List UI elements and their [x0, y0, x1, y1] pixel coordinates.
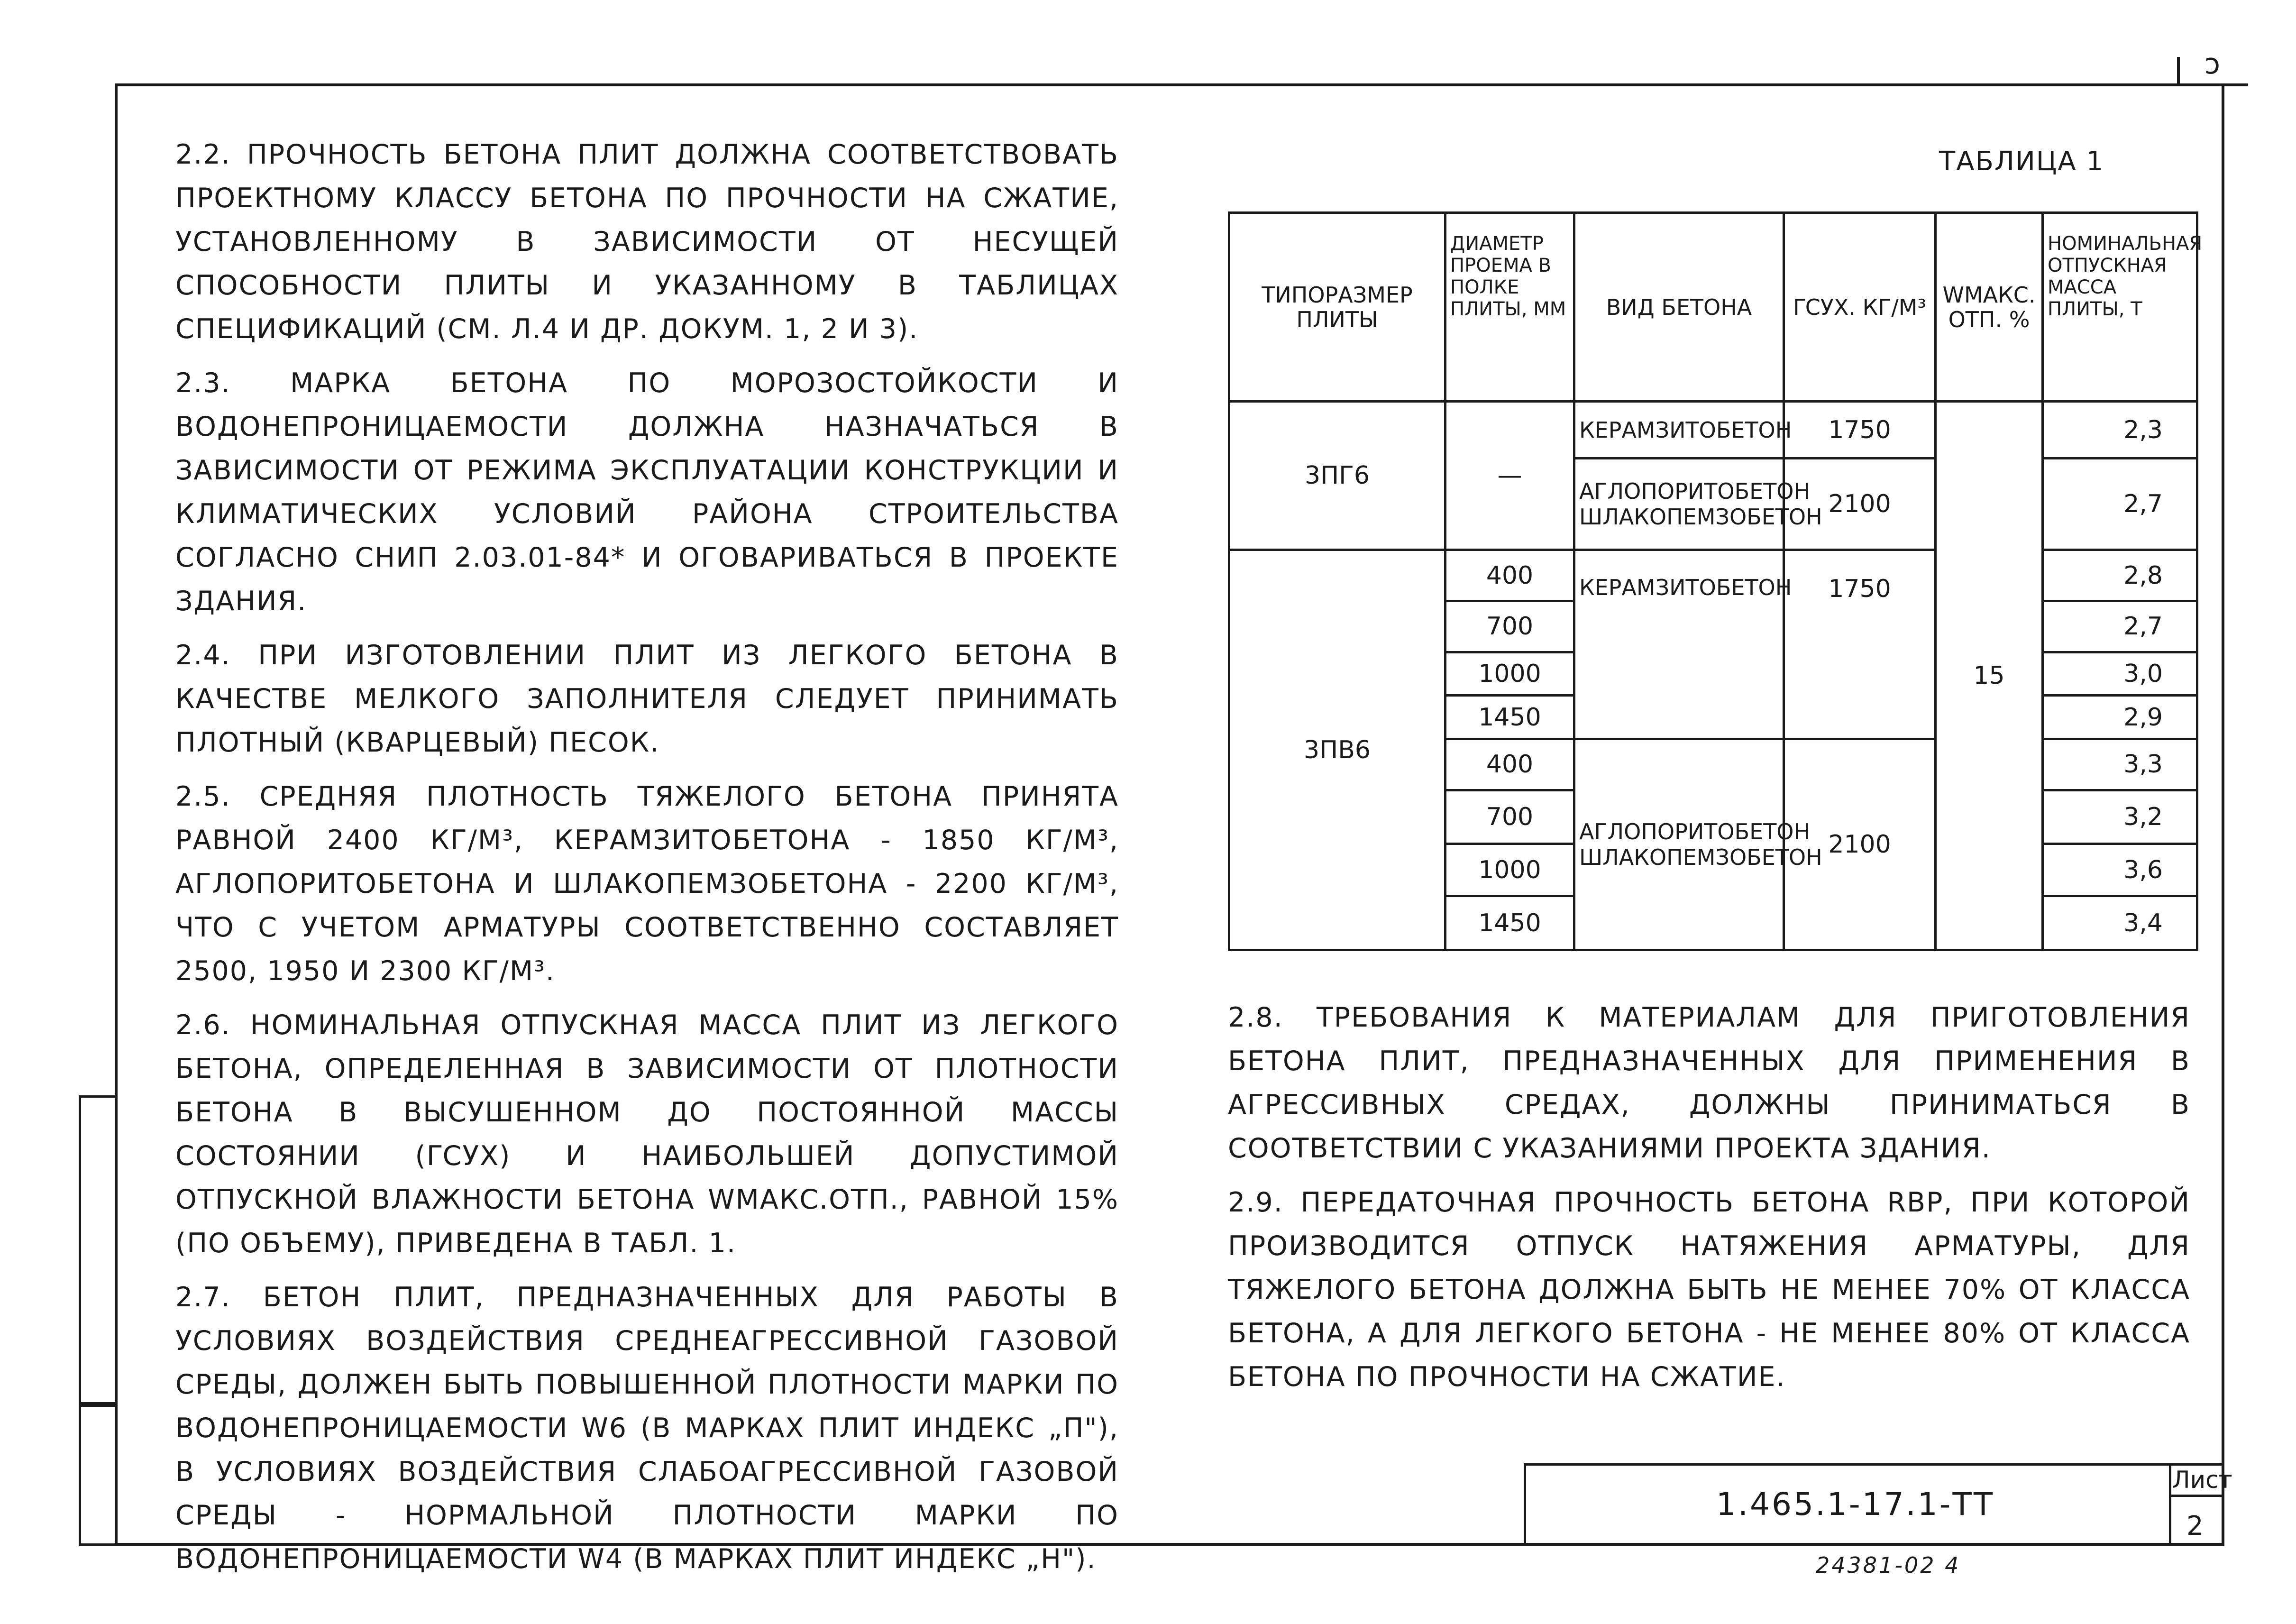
corner-tick	[2177, 57, 2180, 85]
paragraph-2-2: 2.2. ПРОЧНОСТЬ БЕТОНА ПЛИТ ДОЛЖНА СООТВЕТСТВОВАТЬ ПРОЕКТНОМУ КЛАССУ БЕТОНА ПО ПРОЧНОСТИ НА СЖАТИЕ, УСТАНОВЛЕННОМУ В ЗАВИСИМОСТИ ОТ НЕСУЩЕЙ СПОСОБНОСТИ ПЛИТЫ И УКАЗАННОМУ В ТАБЛИЦАХ СПЕЦИФИКАЦИЙ (СМ. Л.4 И ДР. ДОКУМ. 1, 2 И 3).	[175, 139, 1119, 345]
inventory-number: 24381-02 4	[1816, 1552, 1961, 1578]
cell-mass: 3,3	[2043, 739, 2197, 790]
cell-density: 2100	[1784, 459, 1936, 550]
cell-concrete: АГЛОПОРИТОБЕТОН ШЛАКОПЕМЗОБЕТОН	[1574, 459, 1784, 550]
cell-moisture: 15	[1936, 402, 2043, 950]
cell-mass: 3,0	[2043, 652, 2197, 695]
table-header-row	[1229, 213, 2197, 402]
cell-concrete: АГЛОПОРИТОБЕТОН ШЛАКОПЕМЗОБЕТОН	[1574, 739, 1784, 950]
paragraph-2-9: 2.9. ПЕРЕДАТОЧНАЯ ПРОЧНОСТЬ БЕТОНА RВР, ПРИ КОТОРОЙ ПРОИЗВОДИТСЯ ОТПУСК НАТЯЖЕНИЯ АРМАТУРЫ, ДЛЯ ТЯЖЕЛОГО БЕТОНА ДОЛЖНА БЫТЬ НЕ МЕНЕЕ 70% ОТ КЛАССА БЕТОНА, А ДЛЯ ЛЕГКОГО БЕТОНА - НЕ МЕНЕЕ 80% ОТ КЛАССА БЕТОНА ПО ПРОЧНОСТИ НА СЖАТИЕ.	[1228, 1187, 2190, 1393]
header-density: ΓСУХ. КГ/М³	[1784, 213, 1936, 402]
header-size: ТИПОРАЗМЕР ПЛИТЫ	[1229, 213, 1445, 402]
header-mass: НОМИНАЛЬНАЯ ОТПУСКНАЯ МАССА ПЛИТЫ, Т	[2043, 213, 2197, 402]
cell-diameter: 700	[1445, 601, 1574, 652]
paragraph-2-4: 2.4. ПРИ ИЗГОТОВЛЕНИИ ПЛИТ ИЗ ЛЕГКОГО БЕТОНА В КАЧЕСТВЕ МЕЛКОГО ЗАПОЛНИТЕЛЯ СЛЕДУЕТ ПРИНИМАТЬ ПЛОТНЫЙ (КВАРЦЕВЫЙ) ПЕСОК.	[175, 640, 1119, 758]
cell-diameter: 400	[1445, 550, 1574, 601]
cell-density: 1750	[1784, 550, 1936, 739]
spec-table	[1228, 211, 2203, 951]
cell-mass: 2,7	[2043, 459, 2197, 550]
paragraph-2-8: 2.8. ТРЕБОВАНИЯ К МАТЕРИАЛАМ ДЛЯ ПРИГОТОВЛЕНИЯ БЕТОНА ПЛИТ, ПРЕДНАЗНАЧЕННЫХ ДЛЯ ПРИМЕНЕНИЯ В АГРЕССИВНЫХ СРЕДАХ, ДОЛЖНЫ ПРИНИМАТЬСЯ В СООТВЕТСТВИИ С УКАЗАНИЯМИ ПРОЕКТА ЗДАНИЯ.	[1228, 1002, 2190, 1164]
cell-diameter: 700	[1445, 790, 1574, 844]
paragraph-2-6: 2.6. НОМИНАЛЬНАЯ ОТПУСКНАЯ МАССА ПЛИТ ИЗ ЛЕГКОГО БЕТОНА, ОПРЕДЕЛЕННАЯ В ЗАВИСИМОСТИ ОТ ПЛОТНОСТИ БЕТОНА В ВЫСУШЕННОМ ДО ПОСТОЯННОЙ МАССЫ СОСТОЯНИИ (ΓСУХ) И НАИБОЛЬШЕЙ ДОПУСТИМОЙ ОТПУСКНОЙ ВЛАЖНОСТИ БЕТОНА WМАКС.ОТП., РАВНОЙ 15% (ПО ОБЪЕМУ), ПРИВЕДЕНА В ТАБЛ. 1.	[175, 1009, 1119, 1259]
side-binding-box-upper	[79, 1095, 115, 1404]
cell-mass: 2,3	[2043, 402, 2197, 459]
right-text-column	[1228, 996, 2190, 1409]
frame-right-line	[2222, 83, 2224, 1546]
cell-diameter: 1000	[1445, 844, 1574, 896]
cell-density: 2100	[1784, 739, 1936, 950]
sheet-label: Лист	[2172, 1466, 2232, 1494]
paragraph-2-5: 2.5. СРЕДНЯЯ ПЛОТНОСТЬ ТЯЖЕЛОГО БЕТОНА ПРИНЯТА РАВНОЙ 2400 КГ/М³, КЕРАМЗИТОБЕТОНА - 1850 КГ/М³, АГЛОПОРИТОБЕТОНА И ШЛАКОПЕМЗОБЕТОНА - 2200 КГ/М³, ЧТО С УЧЕТОМ АРМАТУРЫ СООТВЕТСТВЕННО СОСТАВЛЯЕТ 2500, 1950 И 2300 КГ/М³.	[175, 781, 1119, 987]
table-caption: ТАБЛИЦА 1	[1939, 146, 2104, 177]
cell-mass: 2,8	[2043, 550, 2197, 601]
cell-mass: 3,6	[2043, 844, 2197, 896]
cell-diameter-dash: —	[1445, 402, 1574, 550]
table-row	[1229, 550, 2197, 601]
paragraph-2-7: 2.7. БЕТОН ПЛИТ, ПРЕДНАЗНАЧЕННЫХ ДЛЯ РАБОТЫ В УСЛОВИЯХ ВОЗДЕЙСТВИЯ СРЕДНЕАГРЕССИВНОЙ ГАЗОВОЙ СРЕДЫ, ДОЛЖЕН БЫТЬ ПОВЫШЕННОЙ ПЛОТНОСТИ МАРКИ ПО ВОДОНЕПРОНИЦАЕМОСТИ W6 (В МАРКАХ ПЛИТ ИНДЕКС „П"), В УСЛОВИЯХ ВОЗДЕЙСТВИЯ СЛАБОАГРЕССИВНОЙ ГАЗОВОЙ СРЕДЫ - НОРМАЛЬНОЙ ПЛОТНОСТИ МАРКИ ПО ВОДОНЕПРОНИЦАЕМОСТИ W4 (В МАРКАХ ПЛИТ ИНДЕКС „Н").	[175, 1282, 1119, 1575]
cell-mass: 3,2	[2043, 790, 2197, 844]
frame-left-line	[115, 83, 118, 1546]
cell-density: 1750	[1784, 402, 1936, 459]
cell-concrete: КЕРАМЗИТОБЕТОН	[1574, 550, 1784, 739]
document-code: 1.465.1-17.1-ТТ	[1716, 1486, 1995, 1523]
cell-size-3pv6: 3ПВ6	[1229, 550, 1445, 950]
cell-diameter: 1000	[1445, 652, 1574, 695]
cell-mass: 2,9	[2043, 696, 2197, 739]
header-concrete: ВИД БЕТОНА	[1574, 213, 1784, 402]
cell-mass: 3,4	[2043, 896, 2197, 950]
cell-mass: 2,7	[2043, 601, 2197, 652]
cell-concrete: КЕРАМЗИТОБЕТОН	[1574, 402, 1784, 459]
frame-top-line	[115, 83, 2248, 86]
paragraph-2-3: 2.3. МАРКА БЕТОНА ПО МОРОЗОСТОЙКОСТИ И ВОДОНЕПРОНИЦАЕМОСТИ ДОЛЖНА НАЗНАЧАТЬСЯ В ЗАВИСИМОСТИ ОТ РЕЖИМА ЭКСПЛУАТАЦИИ КОНСТРУКЦИИ И КЛИМАТИЧЕСКИХ УСЛОВИЙ РАЙОНА СТРОИТЕЛЬСТВА СОГЛАСНО СНИП 2.03.01-84* И ОГОВАРИВАТЬСЯ В ПРОЕКТЕ ЗДАНИЯ.	[175, 367, 1119, 617]
header-diameter: ДИАМЕТР ПРОЕМА В ПОЛКЕ ПЛИТЫ, ММ	[1445, 213, 1574, 402]
sheet-divider	[2169, 1495, 2224, 1497]
corner-mark: ɔ	[2205, 47, 2220, 81]
cell-diameter: 1450	[1445, 896, 1574, 950]
left-text-column	[175, 133, 1119, 1591]
sheet-number: 2	[2186, 1511, 2204, 1541]
header-moisture: WМАКС. ОТП. %	[1936, 213, 2043, 402]
table-row	[1229, 402, 2197, 459]
cell-size-3pg6: 3ПГ6	[1229, 402, 1445, 550]
side-binding-box-lower	[79, 1404, 115, 1546]
cell-diameter: 1450	[1445, 696, 1574, 739]
cell-diameter: 400	[1445, 739, 1574, 790]
